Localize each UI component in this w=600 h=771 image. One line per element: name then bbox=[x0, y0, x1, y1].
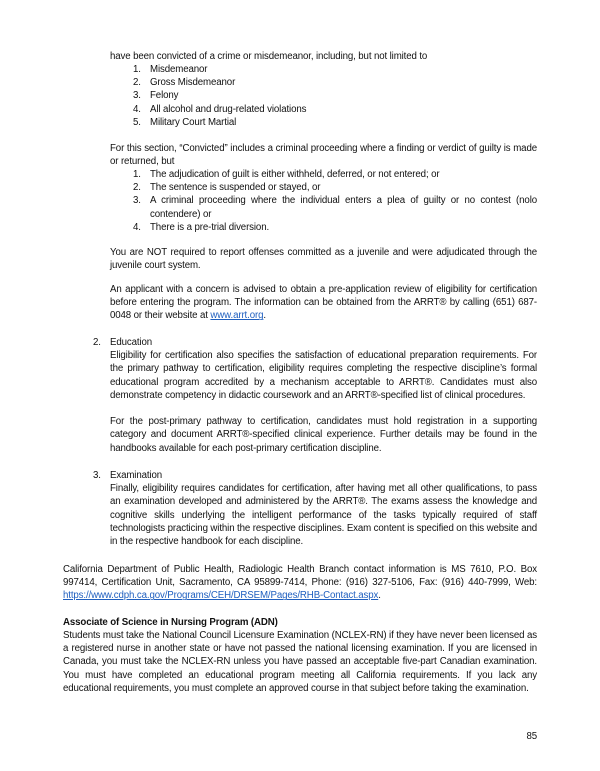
section-title: Examination bbox=[110, 470, 162, 481]
list-item-text: A criminal proceeding where the individual enters a plea of guilty or no contest (nolo contendere) or bbox=[150, 195, 537, 220]
section-number: 3. bbox=[93, 470, 101, 481]
list-item-text: Misdemeanor bbox=[150, 64, 208, 75]
list-item: 3. Felony bbox=[133, 90, 179, 102]
list-item: 3. A criminal proceeding where the individual enters a plea of guilty or no contest (nolo contendere) or bbox=[133, 195, 537, 220]
section-paragraph: Eligibility for certification also specifies the satisfaction of educational preparation requirements. For the primary pathway to certification, eligibility requires completing the respective discipline’s formal educational program accredited by a mechanism acceptable to ARRT®. Candidates must also demonstrate competency in didactic coursework and an ARRT®-specified list of clinical procedures. bbox=[110, 350, 537, 401]
list-item-text: The sentence is suspended or stayed, or bbox=[150, 182, 321, 194]
offense-list bbox=[110, 63, 537, 129]
list-item: 2. Gross Misdemeanor bbox=[133, 77, 236, 89]
list-item-text: Felony bbox=[150, 90, 179, 102]
cdph-paragraph bbox=[63, 563, 537, 603]
list-item-text: All alcohol and drug-related violations bbox=[150, 103, 307, 115]
list-item-text: There is a pre-trial diversion. bbox=[150, 221, 270, 233]
list-item: 1. The adjudication of guilt is either withheld, deferred, or not entered; or bbox=[133, 169, 440, 180]
juvenile-paragraph: You are NOT required to report offenses committed as a juvenile and were adjudicated through the juvenile court system. bbox=[110, 247, 537, 272]
list-item: 4. There is a pre-trial diversion. bbox=[133, 221, 270, 233]
section-examination bbox=[93, 469, 537, 548]
cdph-text: California Department of Public Health, Radiologic Health Branch contact information is MS 7610, P.O. Box 997414, Certification Unit, Sacramento, CA 95899-7414, Phone: (916) 327-5106, Fax: (916) 440-7999, Web: bbox=[63, 564, 537, 589]
period: . bbox=[378, 590, 381, 602]
list-item-text: Military Court Martial bbox=[150, 116, 237, 128]
convicted-paragraph: For this section, “Convicted” includes a criminal proceeding where a finding or verdict of guilty is made or returned, but bbox=[110, 143, 537, 168]
section-education bbox=[93, 336, 537, 455]
section-number: 2. bbox=[93, 337, 101, 348]
period: . bbox=[263, 310, 266, 322]
section-paragraph: Finally, eligibility requires candidates for certification, after having met all other qualifications, to pass an examination developed and administered by the ARRT®. The exams assess the knowledge and cognitive skills underlying the intelligent performance of the tasks typically required of staff technologists practicing within the respective disciplines. Exam content is specified on this website and in the respective handbook for each discipline. bbox=[110, 483, 537, 548]
section-paragraph: For the post-primary pathway to certification, candidates must hold registration in a supporting category and document ARRT®-specified clinical experience. Further details may be found in the handbooks available for each post-primary certification discipline. bbox=[110, 416, 537, 454]
cdph-link[interactable]: https://www.cdph.ca.gov/Programs/CEH/DRSEM/Pages/RHB-Contact.aspx bbox=[63, 590, 379, 602]
intro-line: have been convicted of a crime or misdemeanor, including, but not limited to bbox=[110, 51, 428, 62]
adn-paragraph: Students must take the National Council Licensure Examination (NCLEX-RN) if they have never been licensed as a registered nurse in another state or have not passed the national licensing examination. If you are licensed in Canada, you must take the NCLEX-RN unless you have passed an acceptable five-part Canadian examination. You must have completed an educational program meeting all California requirements. If you lack any educational requirements, you must complete an approved course in that subject before taking the examination. bbox=[63, 630, 537, 694]
list-item: 1. Misdemeanor bbox=[133, 64, 208, 75]
list-item-text: The adjudication of guilt is either withheld, deferred, or not entered; or bbox=[150, 169, 440, 180]
applicant-text: An applicant with a concern is advised to obtain a pre-application review of eligibility for certification before entering the program. The information can be obtained from the ARRT® by calling (651) 687-0048 or their website at bbox=[110, 284, 537, 322]
applicant-paragraph bbox=[110, 283, 537, 323]
convicted-list bbox=[110, 168, 537, 234]
list-item: 4. All alcohol and drug-related violations bbox=[133, 103, 307, 115]
adn-heading: Associate of Science in Nursing Program (ADN) bbox=[63, 617, 278, 628]
list-item-text: Gross Misdemeanor bbox=[150, 77, 236, 89]
arrt-link[interactable]: www.arrt.org bbox=[210, 310, 264, 322]
page-number: 85 bbox=[526, 731, 537, 742]
list-item: 2. The sentence is suspended or stayed, or bbox=[133, 182, 321, 194]
section-title: Education bbox=[110, 337, 153, 348]
list-item: 5. Military Court Martial bbox=[133, 116, 237, 128]
